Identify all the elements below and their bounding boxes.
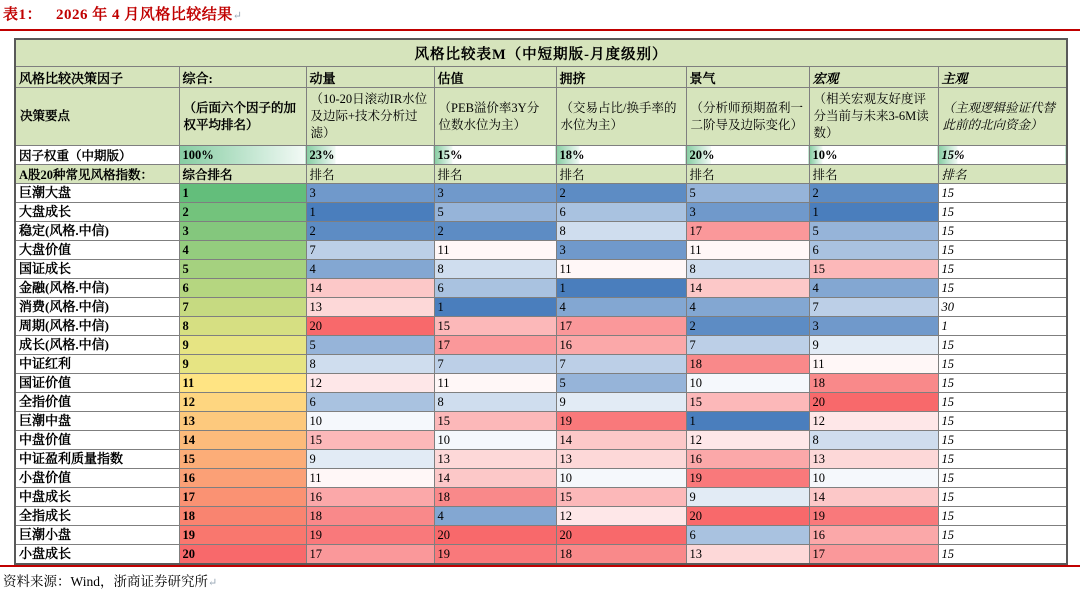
rank-value-cell: 16 — [306, 488, 434, 507]
rank-value-cell: 1 — [434, 298, 556, 317]
rank-value-cell: 16 — [809, 526, 938, 545]
rank-value-cell: 15 — [938, 279, 1067, 298]
rank-value-cell: 15 — [938, 184, 1067, 203]
rank-value-cell: 15 — [938, 336, 1067, 355]
rank-value-cell: 20 — [434, 526, 556, 545]
rank-value-cell: 9 — [809, 336, 938, 355]
rank-value-cell: 17 — [179, 488, 306, 507]
rank-value-cell: 4 — [179, 241, 306, 260]
table-row — [15, 298, 1067, 317]
source-text: 资料来源：Wind，浙商证券研究所 — [3, 574, 208, 589]
paragraph-mark-icon: ↵ — [232, 10, 243, 22]
rank-value-cell: 11 — [686, 241, 809, 260]
rank-value-cell: 10 — [306, 412, 434, 431]
rank-value-cell: 18 — [809, 374, 938, 393]
rank-value-cell: 9 — [179, 355, 306, 374]
rank-value-cell: 2 — [434, 222, 556, 241]
rank-value-cell: 15 — [434, 317, 556, 336]
factor-label: 综合: — [179, 67, 306, 88]
table-row — [15, 431, 1067, 450]
index-name-cell: 成长(风格.中信) — [15, 336, 179, 355]
factor-desc: （PEB溢价率3Y分位数水位为主） — [434, 88, 556, 146]
rank-value-cell: 4 — [434, 507, 556, 526]
rank-value-cell: 3 — [179, 222, 306, 241]
index-name-cell: 中盘价值 — [15, 431, 179, 450]
corner-weight-label: 因子权重（中期版） — [15, 146, 179, 165]
rank-value-cell: 12 — [179, 393, 306, 412]
rank-label: 排名 — [556, 165, 686, 184]
factor-label: 拥挤 — [556, 67, 686, 88]
rank-value-cell: 15 — [938, 355, 1067, 374]
rank-value-cell: 11 — [434, 241, 556, 260]
rank-value-cell: 18 — [179, 507, 306, 526]
rank-value-cell: 3 — [809, 317, 938, 336]
rank-value-cell: 14 — [434, 469, 556, 488]
rank-value-cell: 13 — [179, 412, 306, 431]
rank-value-cell: 3 — [556, 241, 686, 260]
rank-value-cell: 5 — [809, 222, 938, 241]
factor-desc: （交易占比/换手率的水位为主） — [556, 88, 686, 146]
rank-value-cell: 14 — [686, 279, 809, 298]
factor-weight-cell: 18% — [556, 146, 686, 165]
rank-value-cell: 8 — [556, 222, 686, 241]
rank-value-cell: 13 — [686, 545, 809, 565]
rank-value-cell: 6 — [556, 203, 686, 222]
rank-value-cell: 8 — [809, 431, 938, 450]
factor-weight-cell: 10% — [809, 146, 938, 165]
table-row — [15, 526, 1067, 545]
rank-value-cell: 6 — [434, 279, 556, 298]
rank-value-cell: 8 — [434, 260, 556, 279]
rank-value-cell: 9 — [556, 393, 686, 412]
table-row — [15, 260, 1067, 279]
index-name-cell: 中盘成长 — [15, 488, 179, 507]
style-comparison-table — [14, 38, 1068, 565]
rank-value-cell: 7 — [434, 355, 556, 374]
rank-value-cell: 16 — [686, 450, 809, 469]
rank-value-cell: 8 — [306, 355, 434, 374]
rank-value-cell: 18 — [434, 488, 556, 507]
table-row — [15, 507, 1067, 526]
corner-rank-label: A股20种常见风格指数： — [15, 165, 179, 184]
index-name-cell: 周期(风格.中信) — [15, 317, 179, 336]
rank-value-cell: 9 — [179, 336, 306, 355]
doc-title-label: 表1： — [3, 7, 43, 23]
rank-value-cell: 11 — [434, 374, 556, 393]
rank-value-cell: 17 — [556, 317, 686, 336]
rank-value-cell: 15 — [938, 412, 1067, 431]
index-name-cell: 全指价值 — [15, 393, 179, 412]
table-row — [15, 545, 1067, 565]
rank-value-cell: 17 — [306, 545, 434, 565]
factor-desc: （分析师预期盈利一二阶导及边际变化） — [686, 88, 809, 146]
red-rule-bottom — [0, 565, 1080, 567]
rank-value-cell: 20 — [809, 393, 938, 412]
rank-value-cell: 13 — [809, 450, 938, 469]
factor-label: 景气 — [686, 67, 809, 88]
rank-value-cell: 7 — [686, 336, 809, 355]
index-name-cell: 国证价值 — [15, 374, 179, 393]
index-name-cell: 大盘成长 — [15, 203, 179, 222]
rank-value-cell: 11 — [306, 469, 434, 488]
rank-value-cell: 17 — [809, 545, 938, 565]
rank-value-cell: 15 — [938, 260, 1067, 279]
rank-value-cell: 8 — [434, 393, 556, 412]
corner-desc-label: 决策要点 — [15, 88, 179, 146]
rank-value-cell: 11 — [179, 374, 306, 393]
factor-desc: （主观逻辑验证代替此前的北向资金） — [938, 88, 1067, 146]
rank-value-cell: 19 — [686, 469, 809, 488]
table-row — [15, 469, 1067, 488]
rank-value-cell: 7 — [306, 241, 434, 260]
factor-label: 宏观 — [809, 67, 938, 88]
rank-value-cell: 15 — [938, 507, 1067, 526]
paragraph-mark-icon: ↵ — [207, 577, 218, 589]
rank-value-cell: 15 — [686, 393, 809, 412]
factor-label: 主观 — [938, 67, 1067, 88]
rank-value-cell: 18 — [306, 507, 434, 526]
index-name-cell: 中证红利 — [15, 355, 179, 374]
factor-weight-cell: 15% — [434, 146, 556, 165]
rank-value-cell: 15 — [938, 545, 1067, 565]
rank-value-cell: 5 — [179, 260, 306, 279]
factor-label: 动量 — [306, 67, 434, 88]
rank-value-cell: 10 — [809, 469, 938, 488]
rank-value-cell: 19 — [809, 507, 938, 526]
rank-value-cell: 15 — [938, 203, 1067, 222]
index-name-cell: 金融(风格.中信) — [15, 279, 179, 298]
rank-value-cell: 8 — [179, 317, 306, 336]
red-rule-top — [0, 29, 1080, 31]
factor-weight-cell: 15% — [938, 146, 1067, 165]
rank-value-cell: 17 — [686, 222, 809, 241]
rank-value-cell: 5 — [434, 203, 556, 222]
table-title-row — [15, 39, 1067, 67]
rank-value-cell: 11 — [556, 260, 686, 279]
rank-value-cell: 2 — [556, 184, 686, 203]
rank-value-cell: 1 — [686, 412, 809, 431]
rank-label: 综合排名 — [179, 165, 306, 184]
rank-value-cell: 1 — [306, 203, 434, 222]
rank-value-cell: 19 — [556, 412, 686, 431]
rank-value-cell: 1 — [556, 279, 686, 298]
index-name-cell: 中证盈利质量指数 — [15, 450, 179, 469]
rank-value-cell: 15 — [938, 450, 1067, 469]
rank-value-cell: 18 — [686, 355, 809, 374]
rank-value-cell: 18 — [556, 545, 686, 565]
rank-label: 排名 — [809, 165, 938, 184]
table-row — [15, 184, 1067, 203]
factor-desc: （相关宏观友好度评分当前与未来3-6M读数） — [809, 88, 938, 146]
rank-value-cell: 15 — [179, 450, 306, 469]
rank-value-cell: 15 — [938, 488, 1067, 507]
rank-value-cell: 4 — [556, 298, 686, 317]
rank-value-cell: 13 — [434, 450, 556, 469]
index-name-cell: 小盘成长 — [15, 545, 179, 565]
rank-value-cell: 4 — [809, 279, 938, 298]
table-row — [15, 412, 1067, 431]
table-row — [15, 222, 1067, 241]
rank-value-cell: 19 — [179, 526, 306, 545]
index-name-cell: 小盘价值 — [15, 469, 179, 488]
rank-value-cell: 10 — [556, 469, 686, 488]
factor-desc: （10-20日滚动IR水位及边际+技术分析过滤） — [306, 88, 434, 146]
index-name-cell: 稳定(风格.中信) — [15, 222, 179, 241]
table-row — [15, 203, 1067, 222]
rank-value-cell: 16 — [556, 336, 686, 355]
rank-value-cell: 19 — [434, 545, 556, 565]
rank-value-cell: 7 — [179, 298, 306, 317]
rank-value-cell: 15 — [306, 431, 434, 450]
rank-value-cell: 7 — [556, 355, 686, 374]
index-name-cell: 巨潮中盘 — [15, 412, 179, 431]
index-name-cell: 消费(风格.中信) — [15, 298, 179, 317]
index-name-cell: 巨潮大盘 — [15, 184, 179, 203]
rank-value-cell: 6 — [809, 241, 938, 260]
index-name-cell: 国证成长 — [15, 260, 179, 279]
rank-label-row — [15, 165, 1067, 184]
table-row — [15, 241, 1067, 260]
rank-value-cell: 15 — [809, 260, 938, 279]
rank-value-cell: 2 — [686, 317, 809, 336]
table-row — [15, 336, 1067, 355]
rank-value-cell: 20 — [179, 545, 306, 565]
table-row — [15, 355, 1067, 374]
rank-value-cell: 15 — [938, 526, 1067, 545]
rank-value-cell: 13 — [306, 298, 434, 317]
rank-value-cell: 11 — [809, 355, 938, 374]
rank-value-cell: 19 — [306, 526, 434, 545]
table-row — [15, 279, 1067, 298]
table-row — [15, 317, 1067, 336]
rank-value-cell: 15 — [938, 374, 1067, 393]
rank-value-cell: 10 — [686, 374, 809, 393]
rank-value-cell: 9 — [306, 450, 434, 469]
rank-value-cell: 15 — [938, 469, 1067, 488]
rank-value-cell: 4 — [686, 298, 809, 317]
rank-label: 排名 — [434, 165, 556, 184]
factor-weight-cell: 100% — [179, 146, 306, 165]
rank-value-cell: 5 — [306, 336, 434, 355]
rank-value-cell: 20 — [306, 317, 434, 336]
table-title: 风格比较表M（中短期版-月度级别） — [15, 39, 1067, 67]
rank-value-cell: 12 — [809, 412, 938, 431]
factor-weight-cell: 23% — [306, 146, 434, 165]
factor-header-row — [15, 67, 1067, 88]
rank-value-cell: 3 — [306, 184, 434, 203]
table-row — [15, 450, 1067, 469]
index-name-cell: 大盘价值 — [15, 241, 179, 260]
rank-value-cell: 14 — [556, 431, 686, 450]
rank-value-cell: 15 — [556, 488, 686, 507]
rank-value-cell: 12 — [556, 507, 686, 526]
rank-value-cell: 3 — [434, 184, 556, 203]
rank-value-cell: 6 — [306, 393, 434, 412]
rank-value-cell: 10 — [434, 431, 556, 450]
rank-value-cell: 6 — [179, 279, 306, 298]
rank-value-cell: 14 — [306, 279, 434, 298]
rank-value-cell: 1 — [938, 317, 1067, 336]
rank-value-cell: 16 — [179, 469, 306, 488]
rank-value-cell: 2 — [306, 222, 434, 241]
rank-value-cell: 12 — [306, 374, 434, 393]
factor-weight-cell: 20% — [686, 146, 809, 165]
doc-title — [3, 3, 243, 24]
rank-value-cell: 8 — [686, 260, 809, 279]
rank-label: 排名 — [686, 165, 809, 184]
rank-value-cell: 14 — [179, 431, 306, 450]
rank-value-cell: 20 — [686, 507, 809, 526]
rank-value-cell: 2 — [809, 184, 938, 203]
rank-value-cell: 15 — [938, 393, 1067, 412]
rank-value-cell: 6 — [686, 526, 809, 545]
rank-value-cell: 4 — [306, 260, 434, 279]
table-row — [15, 393, 1067, 412]
rank-value-cell: 9 — [686, 488, 809, 507]
rank-value-cell: 15 — [938, 241, 1067, 260]
rank-value-cell: 13 — [556, 450, 686, 469]
rank-label: 排名 — [306, 165, 434, 184]
rank-value-cell: 14 — [809, 488, 938, 507]
rank-value-cell: 17 — [434, 336, 556, 355]
rank-value-cell: 15 — [938, 431, 1067, 450]
rank-value-cell: 12 — [686, 431, 809, 450]
rank-value-cell: 5 — [686, 184, 809, 203]
index-name-cell: 巨潮小盘 — [15, 526, 179, 545]
rank-value-cell: 5 — [556, 374, 686, 393]
table-row — [15, 374, 1067, 393]
doc-title-text: 2026 年 4 月风格比较结果 — [56, 7, 233, 23]
table-row — [15, 488, 1067, 507]
corner-factor-label: 风格比较决策因子 — [15, 67, 179, 88]
rank-value-cell: 15 — [434, 412, 556, 431]
rank-label: 排名 — [938, 165, 1067, 184]
factor-weight-row — [15, 146, 1067, 165]
rank-value-cell: 1 — [179, 184, 306, 203]
rank-value-cell: 30 — [938, 298, 1067, 317]
factor-desc: （后面六个因子的加权平均排名） — [179, 88, 306, 146]
rank-value-cell: 2 — [179, 203, 306, 222]
factor-desc-row — [15, 88, 1067, 146]
rank-value-cell: 20 — [556, 526, 686, 545]
rank-value-cell: 7 — [809, 298, 938, 317]
rank-value-cell: 3 — [686, 203, 809, 222]
index-name-cell: 全指成长 — [15, 507, 179, 526]
rank-value-cell: 15 — [938, 222, 1067, 241]
source-note — [3, 570, 217, 590]
factor-label: 估值 — [434, 67, 556, 88]
rank-value-cell: 1 — [809, 203, 938, 222]
